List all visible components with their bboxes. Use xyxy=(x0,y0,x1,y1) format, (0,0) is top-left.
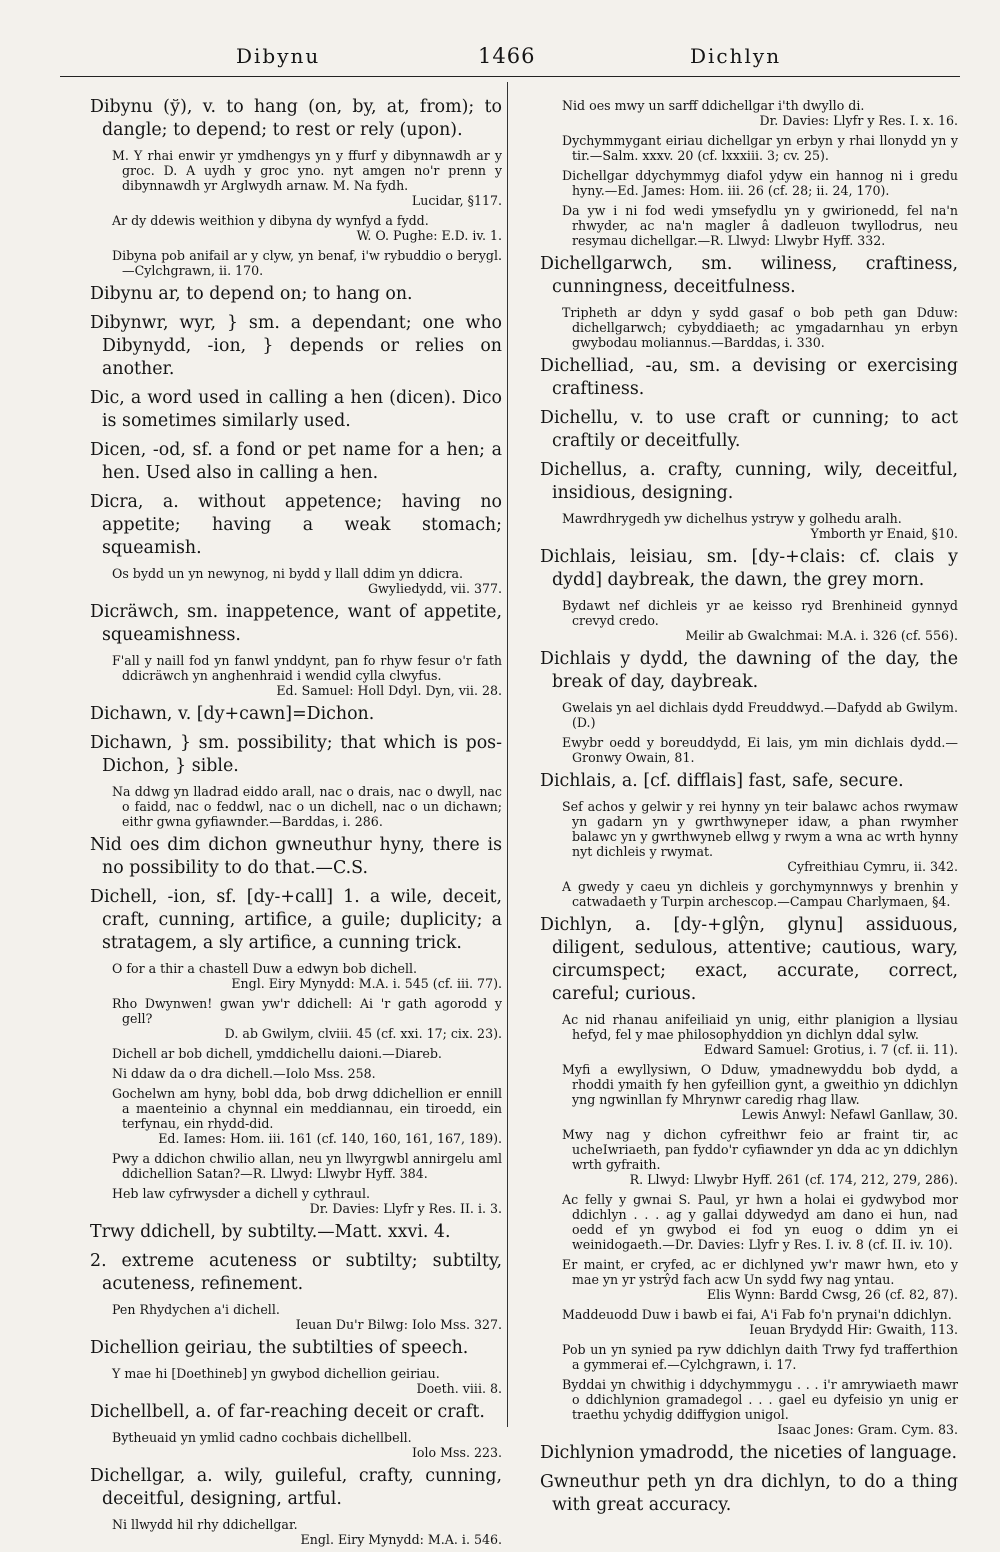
entry-text: Gwneuthur peth yn dra dichlyn, to do a thing with great accuracy. xyxy=(540,1472,958,1515)
dictionary-entry xyxy=(90,601,502,647)
entry-text: Dichlais, a. [cf. difflais] fast, safe, secure. xyxy=(540,771,904,791)
quotation-text: Dychymmygant eiriau dichellgar yn erbyn y rhai llonydd yn y tir.—Salm. xxxv. 20 (cf. lxxxiii. 3; cv. 25). xyxy=(562,133,958,163)
left-column xyxy=(90,96,502,1552)
quotation-text: Rho Dwynwen! gwan yw'r ddichell: Ai 'r gath agorodd y gell? xyxy=(112,996,502,1026)
quotation xyxy=(562,168,958,198)
quotation xyxy=(112,1517,502,1547)
dictionary-entry xyxy=(90,1465,502,1511)
dictionary-entry xyxy=(540,914,958,1006)
entry-text: Dichelliad, -au, sm. a devising or exercising craftiness. xyxy=(540,356,958,399)
entry-text: Dichellgar, a. wily, guileful, crafty, cunning, deceitful, designing, artful. xyxy=(90,1466,502,1509)
quotation xyxy=(562,1377,958,1437)
citation: W. O. Pughe: E.D. iv. 1. xyxy=(356,228,502,243)
entry-text: Dibynu (ў), v. to hang (on, by, at, from); to dangle; to depend; to rest or rely (upon). xyxy=(90,97,502,140)
quotation xyxy=(112,248,502,278)
entry-text: Dicräwch, sm. inappetence, want of appetite, squeamishness. xyxy=(90,602,502,645)
quotation-text: Ni ddaw da o dra dichell.—Iolo Mss. 258. xyxy=(112,1066,376,1081)
entry-text: Dicra, a. without appetence; having no appetite; having a weak stomach; squeamish. xyxy=(90,492,502,558)
citation: Dr. Davies: Llyfr y Res. II. i. 3. xyxy=(309,1201,502,1216)
quotation xyxy=(562,1127,958,1187)
dictionary-entry xyxy=(90,703,502,726)
entry-text: Trwy ddichell, by subtilty.—Matt. xxvi. 4. xyxy=(90,1222,451,1242)
quotation xyxy=(112,1046,502,1061)
quotation xyxy=(112,1302,502,1332)
quotation xyxy=(562,203,958,248)
quotation-text: Mwy nag y dichon cyfreithwr feio ar fraint tir, ac ucheIwriaeth, pan fyddo'r cyfiawnder yn dda ac yn ddichlyn wrth gyfraith. xyxy=(562,1127,958,1172)
dictionary-entry xyxy=(540,459,958,505)
dictionary-entry xyxy=(90,1401,502,1424)
quotation xyxy=(562,799,958,874)
quotation-text: Da yw i ni fod wedi ymsefydlu yn y gwirionedd, fel na'n rhwyder, ac na'n magler â dadleuon twyllodrus, neu resymau dichellgar.—R. Llwyd: Llwybr Hyff. 332. xyxy=(562,203,958,248)
quotation-text: M. Y rhai enwir yr ymdhengys yn y ffurf y dibynnawdh ar y groc. D. A uydh y groc yno. nyt amgen no'r prenn y dibynnawdh yr Arglwydh arnaw. M. Na fydh. xyxy=(112,148,502,193)
dictionary-entry xyxy=(90,886,502,955)
quotation-text: Pwy a ddichon chwilio allan, neu yn llwyrgwbl annirgelu aml ddichellion Satan?—R. Llwyd: Llwybr Hyff. 384. xyxy=(112,1151,502,1181)
entry-text: Nid oes dim dichon gwneuthur hyny, there is no possibility to do that.—C.S. xyxy=(90,835,502,878)
right-column xyxy=(540,96,958,1523)
dictionary-entry xyxy=(90,283,502,306)
quotation-text: Pob un yn synied pa ryw ddichlyn daith Trwy fyd trafferthion a gymmerai ef.—Cylchgrawn, i. 17. xyxy=(562,1342,958,1372)
header-rule xyxy=(60,76,960,77)
quotation-text: Nid oes mwy un sarff ddichellgar i'th dwyllo di. xyxy=(562,98,865,113)
citation: Engl. Eiry Mynydd: M.A. i. 545 (cf. iii. 77). xyxy=(231,976,502,991)
entry-text: Dichawn, v. [dy+cawn]=Dichon. xyxy=(90,704,375,724)
quotation-text: Y mae hi [Doethineb] yn gwybod dichellion geiriau. xyxy=(112,1366,440,1381)
entry-text: Dichawn, } sm. possibility; that which is pos- Dichon, } sible. xyxy=(90,733,502,776)
entry-text: Dic, a word used in calling a hen (dicen). Dico is sometimes similarly used. xyxy=(90,388,502,431)
quotation-text: Myfi a ewyllysiwn, O Dduw, ymadnewyddu bob dydd, a rhoddi ymaith fy hen gyfeillion gynt, a gweithio yn ddichlyn yng ngwinllan fy Mhrynwr caredig rhag llaw. xyxy=(562,1062,958,1107)
quotation-text: Dibyna pob anifail ar y clyw, yn benaf, i'w rybuddio o berygl.—Cylchgrawn, ii. 170. xyxy=(112,248,502,278)
citation: Elis Wynn: Bardd Cwsg, 26 (cf. 82, 87). xyxy=(706,1287,958,1302)
quotation-text: Mawrdhrygedh yw dichelhus ystryw y golhedu aralh. xyxy=(562,511,902,526)
quotation xyxy=(562,1307,958,1337)
dictionary-entry xyxy=(540,1442,958,1465)
quotation xyxy=(562,598,958,643)
quotation xyxy=(112,1086,502,1146)
quotation xyxy=(112,1151,502,1181)
quotation-text: Bytheuaid yn ymlid cadno cochbais dichellbell. xyxy=(112,1430,412,1445)
dictionary-entry xyxy=(540,355,958,401)
quotation xyxy=(562,879,958,909)
quotation xyxy=(112,784,502,829)
entry-text: 2. extreme acuteness or subtilty; subtilty, acuteness, refinement. xyxy=(90,1251,502,1294)
entry-text: Dibynwr, wyr, } sm. a dependant; one who Dibynydd, -ion, } depends or relies on another. xyxy=(90,313,502,379)
quotation xyxy=(112,653,502,698)
citation: Gwyliedydd, vii. 377. xyxy=(368,581,502,596)
quotation xyxy=(112,1366,502,1396)
entry-text: Dichlyn, a. [dy-+glŷn, glynu] assiduous, diligent, sedulous, attentive; cautious, wary, circumspect; exact, accurate, correct, careful; curious. xyxy=(540,915,958,1004)
entry-text: Dichellbell, a. of far-reaching deceit or craft. xyxy=(90,1402,485,1422)
citation: Ed. Samuel: Holl Ddyl. Dyn, vii. 28. xyxy=(276,683,502,698)
dictionary-entry xyxy=(90,1250,502,1296)
dictionary-entry xyxy=(90,439,502,485)
page-number: 1466 xyxy=(478,44,536,68)
dictionary-entry xyxy=(540,407,958,453)
dictionary-entry xyxy=(540,546,958,592)
quotation-text: O for a thir a chastell Duw a edwyn bob dichell. xyxy=(112,961,418,976)
citation: D. ab Gwilym, clviii. 45 (cf. xxi. 17; cix. 23). xyxy=(224,1026,502,1041)
citation: Meilir ab Gwalchmai: M.A. i. 326 (cf. 556). xyxy=(685,628,958,643)
entry-text: Dichellu, v. to use craft or cunning; to act craftily or deceitfully. xyxy=(540,408,958,451)
entry-text: Dichellion geiriau, the subtilties of speech. xyxy=(90,1338,469,1358)
running-head-right: Dichlyn xyxy=(690,44,782,68)
dictionary-entry xyxy=(540,253,958,299)
quotation-text: Gwelais yn ael dichlais dydd Freuddwyd.—Dafydd ab Gwilym. (D.) xyxy=(562,700,958,730)
entry-text: Dicen, -od, sf. a fond or pet name for a hen; a hen. Used also in calling a hen. xyxy=(90,440,502,483)
quotation xyxy=(562,511,958,541)
quotation xyxy=(112,213,502,243)
quotation xyxy=(112,961,502,991)
citation: Iolo Mss. 223. xyxy=(411,1445,502,1460)
quotation-text: Ac felly y gwnai S. Paul, yr hwn a holai ei gydwybod mor ddichlyn . . . ag y gallai ddywedyd am dano ei hun, nad oedd ef yn gwybod ei fod yn euog o ddim yn ei weinidogaeth.—Dr. Davies: Llyfr y Res. I. iv. 8 (cf. II. iv. 10). xyxy=(562,1192,958,1252)
quotation xyxy=(562,700,958,730)
dictionary-entry xyxy=(90,491,502,560)
quotation xyxy=(562,1257,958,1302)
dictionary-entry xyxy=(90,96,502,142)
dictionary-entry xyxy=(90,834,502,880)
entry-text: Dichlynion ymadrodd, the niceties of language. xyxy=(540,1443,958,1463)
quotation xyxy=(562,133,958,163)
quotation xyxy=(562,305,958,350)
entry-text: Dichellgarwch, sm. wiliness, craftiness, cunningness, deceitfulness. xyxy=(540,254,958,297)
citation: R. Llwyd: Llwybr Hyff. 261 (cf. 174, 212, 279, 286). xyxy=(629,1172,958,1187)
dictionary-entry xyxy=(540,648,958,694)
entry-text: Dichellus, a. crafty, cunning, wily, deceitful, insidious, designing. xyxy=(540,460,958,503)
quotation xyxy=(112,996,502,1041)
citation: Ieuan Brydydd Hir: Gwaith, 113. xyxy=(749,1322,958,1337)
entry-text: Dibynu ar, to depend on; to hang on. xyxy=(90,284,413,304)
quotation-text: Ni llwydd hil rhy ddichellgar. xyxy=(112,1517,298,1532)
dictionary-entry xyxy=(540,1471,958,1517)
quotation-text: Bydawt nef dichleis yr ae keisso ryd Brenhineid gynnyd crevyd credo. xyxy=(562,598,958,628)
quotation-text: Dichellgar ddychymmyg diafol ydyw ein hannog ni i gredu hyny.—Ed. James: Hom. iii. 26 (cf. 28; ii. 24, 170). xyxy=(562,168,958,198)
quotation-text: Na ddwg yn lladrad eiddo arall, nac o drais, nac o dwyll, nac o faidd, nac o feddwl, nac o un dichell, nac o un dichawn; eithr gwna gyfiawnder.—Barddas, i. 286. xyxy=(112,784,502,829)
quotation xyxy=(562,98,958,128)
entry-text: Dichlais, leisiau, sm. [dy-+clais: cf. clais y dydd] daybreak, the dawn, the grey morn. xyxy=(540,547,958,590)
quotation-text: F'all y naill fod yn fanwl ynddynt, pan fo rhyw fesur o'r fath ddicräwch yn anghenhraid i wendid cylla clwyfus. xyxy=(112,653,502,683)
entry-text: Dichlais y dydd, the dawning of the day, the break of day, daybreak. xyxy=(540,649,958,692)
quotation-text: A gwedy y caeu yn dichleis y gorchymynnwys y brenhin y catwadaeth y Turpin archescop.—Campau Charlymaen, §4. xyxy=(562,879,958,909)
quotation-text: Pen Rhydychen a'i dichell. xyxy=(112,1302,280,1317)
citation: Cyfreithiau Cymru, ii. 342. xyxy=(787,859,958,874)
quotation-text: Gochelwn am hyny, bobl dda, bob drwg ddichellion er ennill a maenteinio a chynnal ein meddiannau, ein tiroedd, ein terfynau, ein rhydd-did. xyxy=(112,1086,502,1131)
dictionary-entry xyxy=(90,1337,502,1360)
citation: Isaac Jones: Gram. Cym. 83. xyxy=(777,1422,958,1437)
quotation-text: Byddai yn chwithig i ddychymmygu . . . i'r amrywiaeth mawr o ddichlynion gramadegol . . . gael eu dyfeisio yn unig er traethu ychydig ddiffygion unigol. xyxy=(562,1377,958,1422)
dictionary-entry xyxy=(90,387,502,433)
quotation-text: Er maint, er cryfed, ac er dichlyned yw'r mawr hwn, eto y mae yn yr ystrŷd fach acw Un sydd fwy nag yntau. xyxy=(562,1257,958,1287)
entry-text: Dichell, -ion, sf. [dy-+call] 1. a wile, deceit, craft, cunning, artifice, a guile; duplicity; a stratagem, a sly artifice, a cunning trick. xyxy=(90,887,502,953)
quotation-text: Maddeuodd Duw i bawb ei fai, A'i Fab fo'n prynai'n ddichlyn. xyxy=(562,1307,952,1322)
quotation-text: Tripheth ar ddyn y sydd gasaf o bob peth gan Dduw: dichellgarwch; cybyddiaeth; ac ymgadarnhau yn erbyn gwybodau moliannus.—Barddas, i. 330. xyxy=(562,305,958,350)
quotation xyxy=(112,148,502,208)
quotation-text: Ewybr oedd y boreuddydd, Ei lais, ym min dichlais dydd.—Gronwy Owain, 81. xyxy=(562,735,958,765)
citation: Lucidar, §117. xyxy=(411,193,502,208)
quotation-text: Dichell ar bob dichell, ymddichellu daioni.—Diareb. xyxy=(112,1046,442,1061)
quotation-text: Os bydd un yn newynog, ni bydd y llall ddim yn ddicra. xyxy=(112,566,464,581)
citation: Ed. Iames: Hom. iii. 161 (cf. 140, 160, 161, 167, 189). xyxy=(158,1131,502,1146)
dictionary-entry xyxy=(90,732,502,778)
quotation-text: Sef achos y gelwir y rei hynny yn teir balawc achos rwymaw yn gadarn yn y gwrthwyneper idaw, a phan rwymher balawc yn y gwrthwyneb ellwg y rwym a wna ac wrth hynny nyt dichleis y rwymat. xyxy=(562,799,958,859)
column-divider xyxy=(507,82,508,1427)
dictionary-entry xyxy=(90,312,502,381)
dictionary-entry xyxy=(90,1221,502,1244)
quotation xyxy=(562,735,958,765)
citation: Ymborth yr Enaid, §10. xyxy=(810,526,958,541)
citation: Dr. Davies: Llyfr y Res. I. x. 16. xyxy=(759,113,958,128)
citation: Ieuan Du'r Bilwg: Iolo Mss. 327. xyxy=(295,1317,502,1332)
quotation xyxy=(562,1342,958,1372)
quotation xyxy=(562,1192,958,1252)
quotation xyxy=(562,1062,958,1122)
dictionary-entry xyxy=(540,770,958,793)
quotation-text: Heb law cyfrwysder a dichell y cythraul. xyxy=(112,1186,370,1201)
citation: Edward Samuel: Grotius, i. 7 (cf. ii. 11). xyxy=(703,1042,958,1057)
quotation xyxy=(112,566,502,596)
quotation-text: Ar dy ddewis weithion y dibyna dy wynfyd a fydd. xyxy=(112,213,429,228)
quotation xyxy=(112,1066,502,1081)
citation: Engl. Eiry Mynydd: M.A. i. 546. xyxy=(300,1532,502,1547)
quotation xyxy=(562,1012,958,1057)
citation: Lewis Anwyl: Nefawl Ganllaw, 30. xyxy=(741,1107,958,1122)
quotation xyxy=(112,1186,502,1216)
quotation xyxy=(112,1430,502,1460)
citation: Doeth. viii. 8. xyxy=(416,1381,502,1396)
quotation-text: Ac nid rhanau anifeiliaid yn unig, eithr planigion a llysiau hefyd, fel y mae philosophyddion yn dichlyn ddal sylw. xyxy=(562,1012,958,1042)
running-head-left: Dibynu xyxy=(236,44,321,68)
